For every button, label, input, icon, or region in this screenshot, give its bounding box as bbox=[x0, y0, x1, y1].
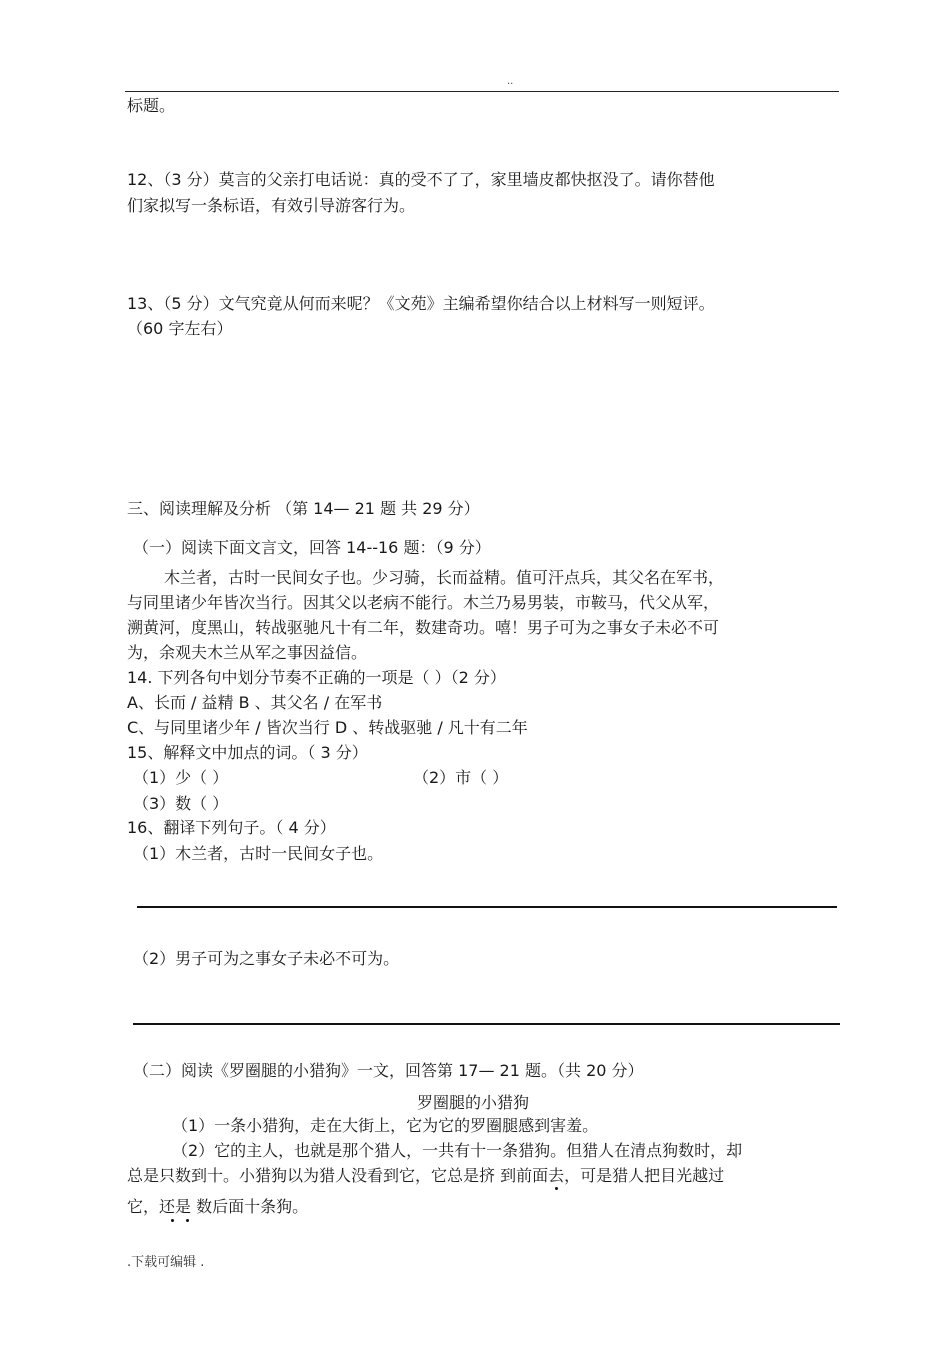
question-12-line-2: 们家拟写一条标语，有效引导游客行为。 bbox=[127, 196, 416, 215]
question-14-options-ab: A、长而 / 益精 B 、其父名 / 在军书 bbox=[127, 693, 383, 712]
question-13-line-2: （60 字左右） bbox=[127, 319, 233, 338]
part-1-heading: （一）阅读下面文言文，回答 14--16 题：（9 分） bbox=[133, 538, 491, 557]
story-title: 罗圈腿的小猎狗 bbox=[417, 1093, 530, 1112]
header-rule bbox=[125, 91, 839, 92]
answer-line-2 bbox=[133, 1023, 840, 1025]
fragment-line: 标题。 bbox=[127, 96, 176, 115]
question-15-item-3: （3）数（ ） bbox=[133, 794, 229, 813]
passage-line-2: 与同里诸少年皆次当行。因其父以老病不能行。木兰乃易男装，市鞍马，代父从军， bbox=[127, 593, 720, 612]
story-paragraph-2-line-1: （2）它的主人，也就是那个猎人，一共有十一条猎狗。但猎人在清点狗数时，却 bbox=[172, 1141, 743, 1160]
question-14: 14. 下列各句中划分节奏不正确的一项是（ ）（2 分） bbox=[127, 668, 506, 687]
answer-line-1 bbox=[137, 906, 837, 908]
question-13-line-1: 13、（5 分）文气究竟从何而来呢？《文苑》主编希望你结合以上材料写一则短评。 bbox=[127, 294, 715, 313]
part-2-heading: （二）阅读《罗圈腿的小猎狗》一文，回答第 17— 21 题。（共 20 分） bbox=[133, 1061, 644, 1080]
passage-line-1: 木兰者，古时一民间女子也。少习骑，长而益精。值可汗点兵，其父名在军书， bbox=[164, 568, 725, 587]
passage-line-4: 为，余观夫木兰从军之事因益信。 bbox=[127, 643, 368, 662]
question-16-item-1: （1）木兰者，古时一民间女子也。 bbox=[133, 844, 384, 863]
emphasis-dot bbox=[186, 1219, 189, 1222]
emphasis-dot bbox=[171, 1219, 174, 1222]
story-paragraph-2-line-3: 它，还是 数后面十条狗。 bbox=[127, 1197, 309, 1216]
question-15-item-1: （1）少（ ） bbox=[133, 768, 229, 787]
passage-line-3: 溯黄河，度黑山，转战驱驰凡十有二年，数建奇功。嘻！男子可为之事女子未必不可 bbox=[127, 618, 720, 637]
header-dots: .. bbox=[507, 76, 514, 87]
emphasis-dot bbox=[555, 1187, 558, 1190]
story-paragraph-1: （1）一条小猎狗，走在大街上，它为它的罗圈腿感到害羞。 bbox=[172, 1116, 599, 1135]
question-12-line-1: 12、（3 分）莫言的父亲打电话说：真的受不了了，家里墙皮都快抠没了。请你替他 bbox=[127, 170, 715, 189]
question-15-item-2: （2）市（ ） bbox=[413, 768, 509, 787]
footer-note: .下载可编辑 . bbox=[127, 1255, 205, 1270]
question-16-item-2: （2）男子可为之事女子未必不可为。 bbox=[133, 949, 400, 968]
story-paragraph-2-line-2: 总是只数到十。小猎狗以为猎人没看到它，它总是挤 到前面去，可是猎人把目光越过 bbox=[127, 1166, 725, 1185]
question-15: 15、解释文中加点的词。（ 3 分） bbox=[127, 743, 368, 762]
question-14-options-cd: C、与同里诸少年 / 皆次当行 D 、转战驱驰 / 凡十有二年 bbox=[127, 718, 528, 737]
question-16: 16、翻译下列句子。（ 4 分） bbox=[127, 818, 336, 837]
section-3-heading: 三、阅读理解及分析 （第 14— 21 题 共 29 分） bbox=[127, 499, 480, 518]
